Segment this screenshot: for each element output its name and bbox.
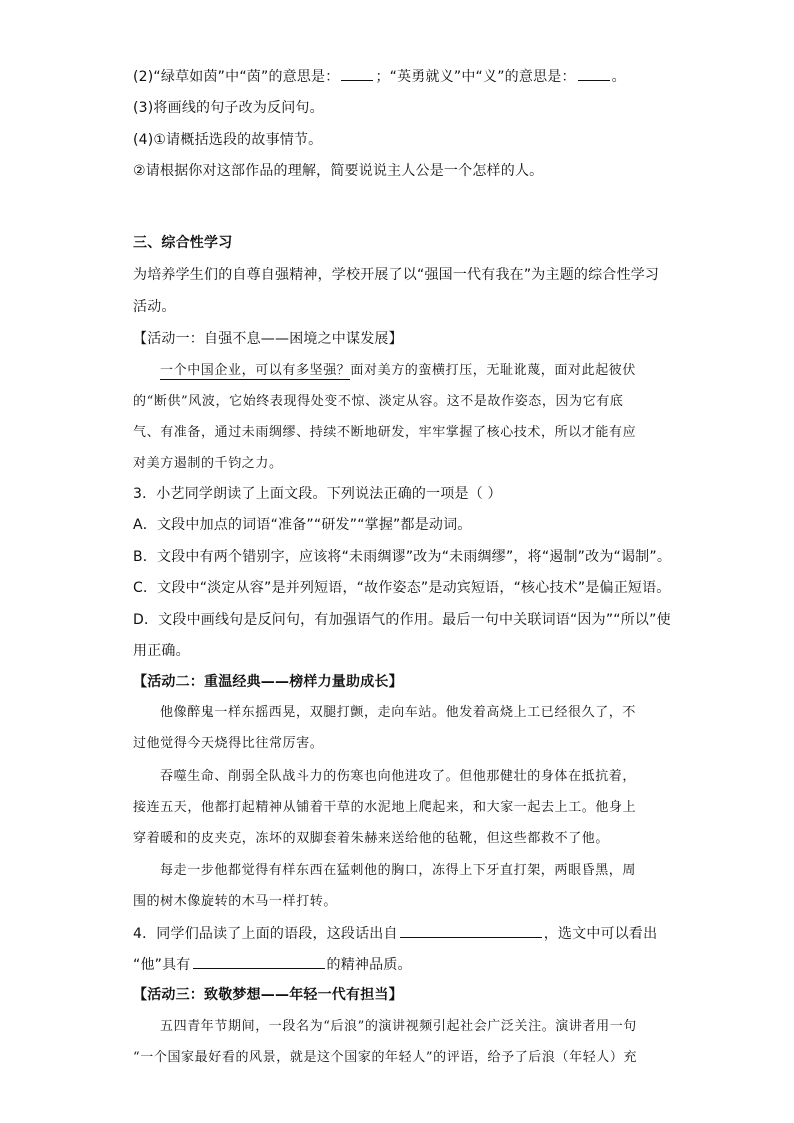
passage-line: 对美方遏制的千钧之力。 (133, 456, 283, 471)
passage-line: 每走一步他都觉得有样东西在猛刺他的胸口，冻得上下牙直打架，两眼昏黑，周 (160, 863, 637, 878)
section-title: 三、综合性学习 (133, 235, 233, 251)
question-4-line: 4．同学们品读了上面的语段，这段话出自 ，选文中可以看出 (133, 923, 657, 944)
passage-line: 过他觉得今天烧得比往常厉害。 (133, 736, 324, 751)
passage-line: 一个中国企业，可以有多坚强？面对美方的蛮横打压，无耻讹蔑，面对此起彼伏 (160, 363, 637, 378)
passage-line: “一个国家最好看的风景，就是这个国家的年轻人”的评语，给予了后浪（年轻人）充 (133, 1050, 638, 1065)
option-d-continued: 用正确。 (133, 643, 190, 659)
activity-2-title: 【活动二：重温经典——榜样力量助成长】 (133, 674, 403, 690)
answer-blank[interactable] (193, 954, 325, 969)
question-2-text-c: 。 (611, 69, 626, 85)
answer-blank[interactable] (578, 66, 610, 81)
intro-line: 为培养学生们的自尊自强精神，学校开展了以“强国一代有我在”为主题的综合性学习 (133, 267, 660, 283)
question-3-line: (3)将画线的句子改为反问句。 (133, 100, 324, 116)
answer-blank[interactable] (400, 923, 542, 938)
question-4-line: “他”具有 的精神品质。 (133, 954, 412, 975)
passage-line: 吞噬生命、削弱全队战斗力的伤寒也向他进攻了。但他那健壮的身体在抵抗着， (160, 769, 637, 784)
passage-line: 的“断供”风波，它始终表现得处变不惊、淡定从容。这不是故作姿态，因为它有底 (133, 394, 624, 409)
option-b[interactable]: B．文段中有两个错别字，应该将“未雨绸谬”改为“未雨绸缪”，将“遏制”改为“谒制”。 (133, 549, 672, 565)
underlined-sentence: 一个中国企业，可以有多坚强？ (160, 363, 351, 378)
passage-line: 五四青年节期间，一段名为“后浪”的演讲视频引起社会广泛关注。演讲者用一句 (160, 1019, 637, 1034)
question-stem: 3．小艺同学朗读了上面文段。下列说法正确的一项是（ ） (133, 486, 502, 502)
passage-line: 围的树木像旋转的木马一样打转。 (133, 894, 338, 909)
passage-line: 穿着暖和的皮夹克，冻坏的双脚套着朱赫来送给他的毡靴，但这些都救不了他。 (133, 831, 610, 846)
question-4b-line: ②请根据你对这部作品的理解，简要说说主人公是一个怎样的人。 (133, 163, 544, 179)
question-2-line (133, 66, 626, 87)
answer-blank[interactable] (341, 66, 373, 81)
activity-1-title: 【活动一：自强不息——困境之中谋发展】 (133, 331, 403, 347)
question-4a-line: (4)①请概括选段的故事情节。 (133, 132, 323, 148)
passage-line: 接连五天，他都打起精神从铺着干草的水泥地上爬起来，和大家一起去上工。他身上 (133, 800, 637, 815)
passage-line: 气、有准备，通过未雨绸缪、持续不断地研发，牢牢掌握了核心技术，所以才能有应 (133, 425, 637, 440)
passage-line: 他像醉鬼一样东摇西晃，双腿打颤，走向车站。他发着高烧上工已经很久了，不 (160, 705, 637, 720)
question-2-text-b: ；“英勇就义”中“义”的意思是： (375, 69, 576, 85)
option-c[interactable]: C．文段中“淡定从容”是并列短语，“故作姿态”是动宾短语，“核心技术”是偏正短语。 (133, 580, 671, 596)
question-2-text-a: (2)“绿草如茵”中“茵”的意思是： (133, 69, 340, 85)
option-a[interactable]: A．文段中加点的词语“准备”“研发”“掌握”都是动词。 (133, 517, 472, 533)
intro-line: 活动。 (133, 299, 176, 315)
option-d[interactable]: D．文段中画线句是反问句，有加强语气的作用。最后一句中关联词语“因为”“所以”使 (133, 612, 671, 628)
activity-3-title: 【活动三：致敬梦想——年轻一代有担当】 (133, 987, 403, 1003)
